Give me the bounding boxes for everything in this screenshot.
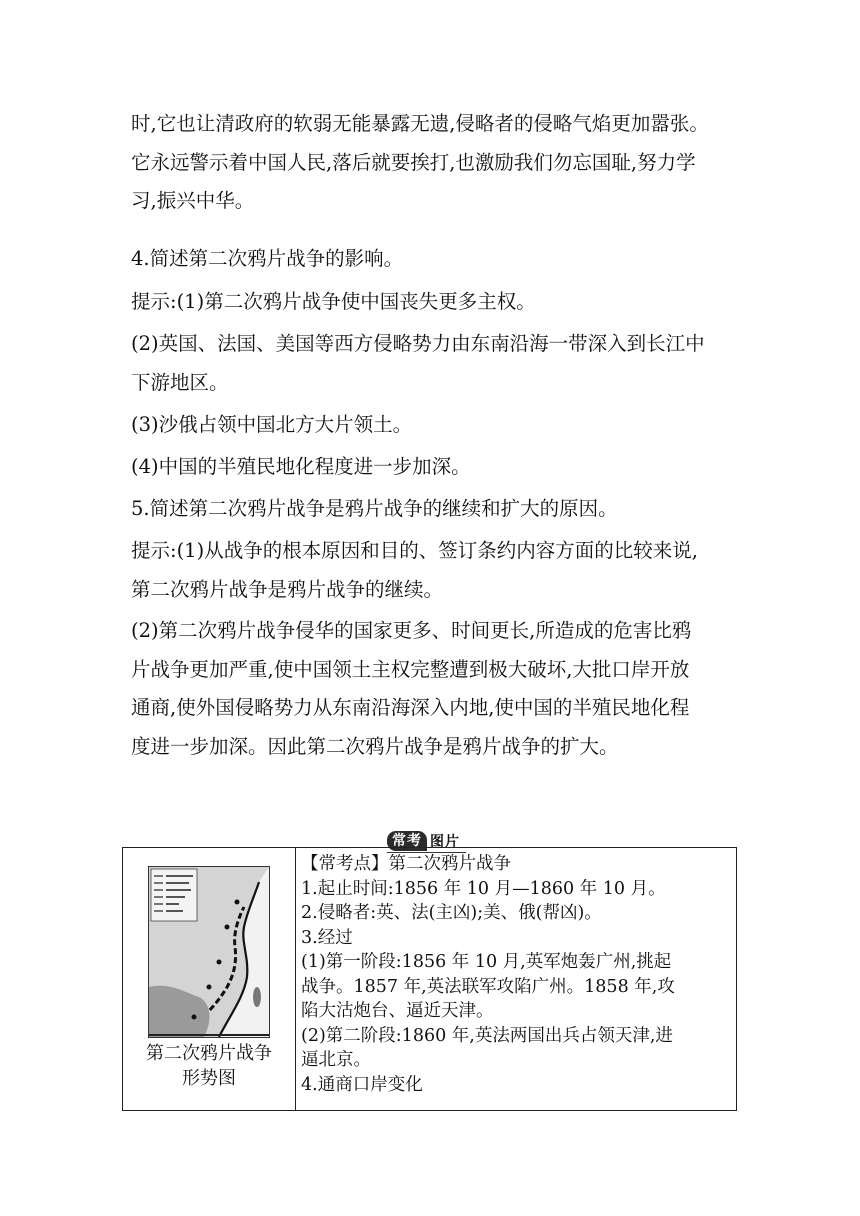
text-line: (3)沙俄占领中国北方大片领土。 xyxy=(131,413,413,436)
text-line: 片战争更加严重,使中国领土主权完整遭到极大破坏,大批口岸开放 xyxy=(131,657,690,681)
key-point-line: 3.经过 xyxy=(301,927,353,948)
text-line: 度进一步加深。因此第二次鸦片战争是鸦片战争的扩大。 xyxy=(131,734,619,758)
war-situation-map-image xyxy=(148,866,270,1038)
text-line: 5.简述第二次鸦片战争是鸦片战争的继续和扩大的原因。 xyxy=(131,497,618,520)
text-line: 通商,使外国侵略势力从东南沿海深入内地,使中国的半殖民地化程 xyxy=(131,696,690,719)
key-point-line: 战争。1857 年,英法联军攻陷广州。1858 年,攻 xyxy=(301,976,675,997)
key-point-line: 逼北京。 xyxy=(301,1050,371,1070)
key-point-line: (2)第二阶段:1860 年,英法两国出兵占领天津,进 xyxy=(301,1025,673,1046)
question-4 xyxy=(131,240,741,279)
badge-text: 图片 xyxy=(430,834,460,850)
text-line: 时,它也让清政府的软弱无能暴露无遗,侵略者的侵略气焰更加嚣张。 xyxy=(131,112,709,135)
paragraph-conclusion xyxy=(131,105,741,221)
map-cell xyxy=(123,848,296,1110)
text-line: 提示:(1)从战争的根本原因和目的、签订条约内容方面的比较来说, xyxy=(131,539,698,562)
key-point-line: 陷大沽炮台、逼近天津。 xyxy=(301,1001,494,1021)
info-card xyxy=(122,847,737,1111)
answer-5-point-1 xyxy=(131,532,741,609)
text-line: (2)第二次鸦片战争侵华的国家更多、时间更长,所造成的危害比鸦 xyxy=(131,619,692,642)
key-point-line: 1.起止时间:1856 年 10 月—1860 年 10 月。 xyxy=(301,878,666,899)
answer-4-point-3 xyxy=(131,406,741,445)
map-illustration-icon xyxy=(149,867,269,1037)
answer-4-point-2 xyxy=(131,325,741,402)
answer-4-point-1 xyxy=(131,283,741,322)
caption-line: 第二次鸦片战争 xyxy=(146,1043,272,1064)
text-line: 它永远警示着中国人民,落后就要挨打,也激励我们勿忘国耻,努力学 xyxy=(131,150,696,174)
text-line: (4)中国的半殖民地化程度进一步加深。 xyxy=(131,455,471,478)
answer-4-point-4 xyxy=(131,448,741,487)
text-line: 提示:(1)第二次鸦片战争使中国丧失更多主权。 xyxy=(131,290,536,313)
key-point-line: 2.侵略者:英、法(主凶);美、俄(帮凶)。 xyxy=(301,903,602,923)
question-5 xyxy=(131,490,741,529)
badge-mark: 常考 xyxy=(387,831,427,851)
text-line: 4.简述第二次鸦片战争的影响。 xyxy=(131,247,404,270)
text-line: (2)英国、法国、美国等西方侵略势力由东南沿海一带深入到长江中 xyxy=(131,332,705,355)
map-caption xyxy=(123,1041,295,1091)
text-line: 习,振兴中华。 xyxy=(131,189,255,212)
key-point-text xyxy=(296,848,736,1110)
key-point-line: (1)第一阶段:1856 年 10 月,英军炮轰广州,挑起 xyxy=(301,952,672,972)
answer-5-point-2 xyxy=(131,612,741,766)
text-line: 第二次鸦片战争是鸦片战争的继续。 xyxy=(131,577,444,601)
caption-line: 形势图 xyxy=(182,1068,236,1089)
key-point-line: 4.通商口岸变化 xyxy=(301,1074,423,1095)
key-point-heading: 【常考点】第二次鸦片战争 xyxy=(301,854,511,874)
text-line: 下游地区。 xyxy=(131,370,229,394)
